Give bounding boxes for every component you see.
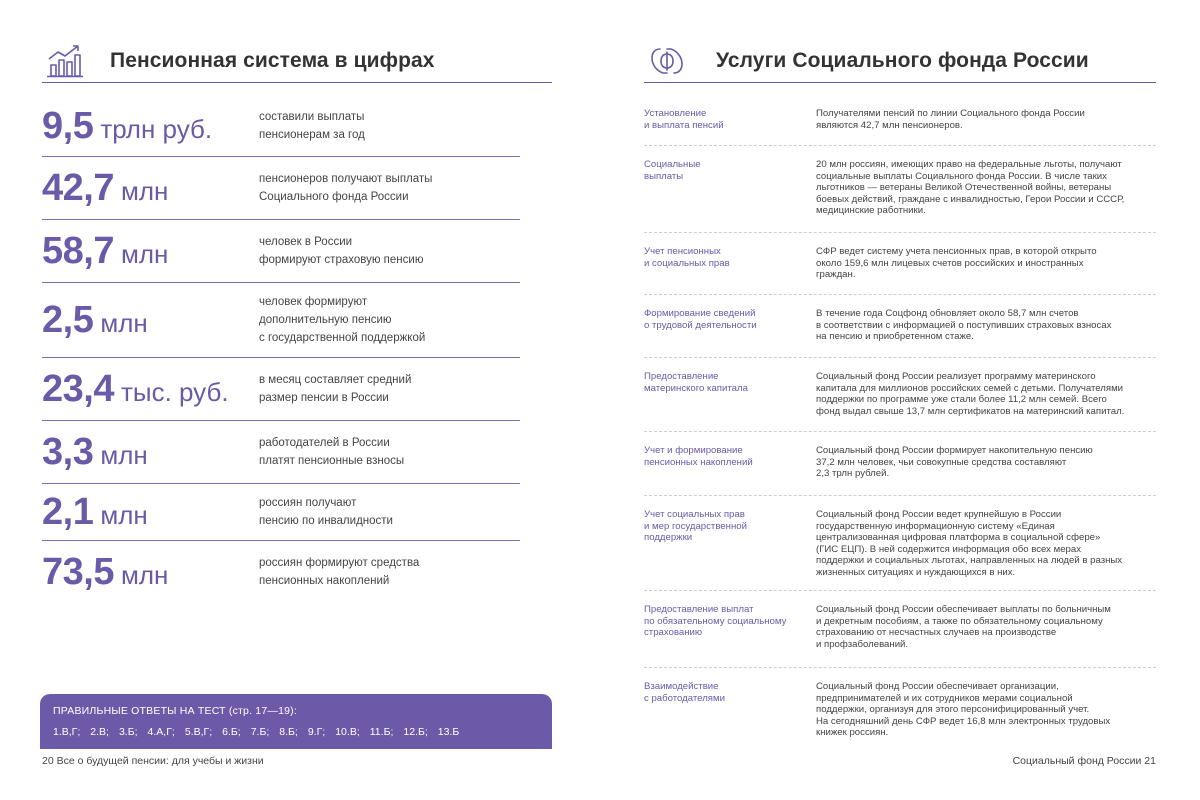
- stat-row: [42, 358, 520, 421]
- service-text: [816, 159, 1156, 217]
- stat-value: [42, 230, 259, 273]
- stat-unit: млн: [100, 439, 148, 470]
- services-title: Услуги Социального фонда России: [716, 49, 1089, 72]
- stat-unit: млн: [120, 238, 169, 269]
- answer-item: 9.Г;: [307, 726, 326, 738]
- header-divider-right: [644, 82, 1156, 83]
- right-page: [600, 0, 1200, 800]
- stat-value: [42, 431, 259, 474]
- service-text-line: являются 42,7 млн пенсионеров.: [816, 119, 963, 131]
- service-text-line: 20 млн россиян, имеющих право на федеральные льготы, получают: [816, 159, 1122, 170]
- service-item: [644, 445, 1156, 480]
- service-item: [644, 108, 1156, 131]
- service-text-line: социальные выплаты Социального фонда России. В числе таких: [816, 170, 1107, 182]
- answer-item: 4.А,Г;: [147, 726, 175, 738]
- stat-description-line: россиян формируют средства: [259, 557, 420, 569]
- service-text-line: около 159,6 млн лицевых счетов российских и иностранных: [816, 257, 1084, 269]
- left-header: [42, 38, 552, 84]
- service-text-line: государственную информационную систему «Единая: [816, 520, 1055, 532]
- service-text-line: Получателями пенсий по линии Социального фонда России: [816, 108, 1085, 119]
- stat-value: [42, 368, 259, 411]
- stat-description-line: с государственной поддержкой: [259, 332, 426, 344]
- service-text-line: фонд выдал свыше 13,7 млн сертификатов на материнский капитал.: [816, 405, 1125, 417]
- service-text: [816, 445, 1156, 480]
- service-name-line: пенсионных накоплений: [644, 456, 753, 468]
- service-name-line: материнского капитала: [644, 382, 748, 394]
- service-text-line: Социальный фонд России реализует программу материнского: [816, 371, 1096, 382]
- stat-number: 2,5: [42, 298, 94, 341]
- stat-description: [259, 554, 514, 590]
- stat-value: [42, 167, 259, 210]
- service-item: [644, 509, 1156, 579]
- service-text-line: страхованию от несчастных случаев на производстве: [816, 627, 1057, 639]
- page-title: Пенсионная система в цифрах: [110, 49, 435, 72]
- stat-description: [259, 494, 514, 530]
- stat-description-line: пенсионеров получают выплаты: [259, 173, 433, 185]
- answers-box: [40, 694, 552, 749]
- service-name: [644, 159, 816, 217]
- stat-description-line: пенсионерам за год: [259, 129, 365, 141]
- service-name-line: Предоставление выплат: [644, 604, 754, 615]
- stat-value: [42, 551, 259, 594]
- service-divider: [644, 294, 1156, 295]
- service-name-line: Учет социальных прав: [644, 509, 745, 520]
- stat-description-line: в месяц составляет средний: [259, 374, 412, 386]
- stat-unit: тыс. руб.: [120, 376, 229, 407]
- service-divider: [644, 667, 1156, 668]
- service-text-line: СФР ведет систему учета пенсионных прав, в которой открыто: [816, 246, 1097, 257]
- stat-description: [259, 434, 514, 470]
- answer-item: 8.Б;: [279, 726, 298, 738]
- stat-description: [259, 108, 514, 144]
- stat-number: 73,5: [42, 550, 114, 593]
- service-text-line: и декретным пособиям, а также по обязательному социальному: [816, 615, 1103, 627]
- answers-row: [53, 726, 539, 738]
- service-name-line: выплаты: [644, 170, 684, 182]
- service-name-line: Установление: [644, 108, 707, 119]
- answer-item: 2.В;: [90, 726, 109, 738]
- stat-value: [42, 491, 259, 534]
- stat-value: [42, 105, 259, 148]
- stat-value: [42, 299, 259, 342]
- service-item: [644, 604, 1156, 650]
- service-name-line: поддержки: [644, 532, 693, 544]
- stat-number: 9,5: [42, 104, 94, 147]
- service-text-line: на пенсию и приобретенном стаже.: [816, 331, 974, 343]
- stat-row: [42, 484, 520, 541]
- bar-chart-icon: [42, 41, 88, 81]
- service-name-line: с работодателями: [644, 692, 725, 704]
- service-text: [816, 108, 1156, 131]
- service-text-line: книжек россиян.: [816, 727, 889, 739]
- service-text-line: 37,2 млн человек, чьи совокупные средства составляют: [816, 456, 1067, 468]
- service-text-line: Социальный фонд России обеспечивает организации,: [816, 681, 1059, 692]
- stat-unit: млн: [120, 175, 169, 206]
- stat-description-line: пенсионных накоплений: [259, 575, 390, 587]
- service-text-line: поддержки, организуя для этого персонифицированный учет.: [816, 704, 1090, 716]
- answer-item: 7.Б;: [250, 726, 270, 738]
- service-name-line: о трудовой деятельности: [644, 319, 757, 331]
- service-name-line: Взаимодействие: [644, 681, 719, 692]
- service-name-line: Формирование сведений: [644, 308, 756, 319]
- service-text-line: централизованная цифровая платформа в социальной сфере»: [816, 532, 1101, 544]
- sfr-logo-icon: [644, 41, 690, 81]
- stat-description-line: дополнительную пенсию: [259, 314, 392, 326]
- service-text-line: 2,3 трлн рублей.: [816, 468, 890, 480]
- service-name-line: страхованию: [644, 627, 703, 639]
- service-text-line: Социальный фонд России формирует накопительную пенсию: [816, 445, 1093, 456]
- stat-description-line: человек формируют: [259, 296, 368, 308]
- service-text-line: Социальный фонд России обеспечивает выплаты по больничным: [816, 604, 1111, 615]
- stat-description: [259, 233, 514, 269]
- service-name-line: Предоставление: [644, 371, 719, 382]
- answer-item: 12.Б;: [403, 726, 428, 738]
- service-text: [816, 509, 1156, 579]
- service-divider: [644, 232, 1156, 233]
- header-divider: [42, 82, 552, 83]
- service-divider: [644, 357, 1156, 358]
- stat-row: [42, 157, 520, 220]
- answer-item: 13.Б: [437, 726, 460, 738]
- stat-description-line: пенсию по инвалидности: [259, 515, 393, 527]
- service-item: [644, 246, 1156, 281]
- service-name-line: Учет пенсионных: [644, 246, 721, 257]
- stat-description-line: россиян получают: [259, 497, 357, 509]
- stat-description: [259, 293, 514, 347]
- service-divider: [644, 431, 1156, 432]
- service-name-line: по обязательному социальному: [644, 615, 787, 627]
- stat-description-line: работодателей в России: [259, 437, 390, 449]
- service-text: [816, 371, 1156, 417]
- service-text-line: Социальный фонд России ведет крупнейшую в России: [816, 509, 1062, 520]
- stat-description-line: размер пенсии в России: [259, 392, 389, 404]
- service-name: [644, 445, 816, 480]
- service-name-line: и мер государственной: [644, 520, 747, 532]
- stat-description-line: человек в России: [259, 236, 353, 248]
- service-text-line: жизненных ситуациях и нуждающихся в них.: [816, 566, 1016, 578]
- service-item: [644, 308, 1156, 343]
- stat-unit: трлн руб.: [100, 113, 213, 144]
- answer-item: 10.В;: [335, 726, 360, 738]
- service-name: [644, 509, 816, 579]
- service-name-line: и социальных прав: [644, 257, 730, 269]
- service-item: [644, 159, 1156, 217]
- stat-description: [259, 170, 514, 206]
- answers-title: ПРАВИЛЬНЫЕ ОТВЕТЫ НА ТЕСТ (стр. 17—19):: [53, 705, 297, 717]
- service-text-line: капитала для миллионов российских семей с детьми. Получателями: [816, 382, 1124, 394]
- stat-unit: млн: [120, 559, 169, 590]
- stat-number: 2,1: [42, 490, 94, 533]
- stat-row: [42, 220, 520, 283]
- stat-number: 3,3: [42, 430, 94, 473]
- service-name-line: Социальные: [644, 159, 701, 170]
- service-divider: [644, 590, 1156, 591]
- service-name: [644, 371, 816, 417]
- service-name: [644, 246, 816, 281]
- service-text-line: боевых действий, граждане с инвалидностью, Герои России и СССР,: [816, 193, 1125, 205]
- service-name: [644, 681, 816, 739]
- service-text-line: В течение года Соцфонд обновляет около 58,7 млн счетов: [816, 308, 1079, 319]
- stat-description: [259, 371, 514, 407]
- service-text-line: льготников — ветераны Великой Отечественной войны, ветераны: [816, 182, 1112, 194]
- service-text-line: поддержки и социальных льготах, направленных на людей в разных: [816, 555, 1123, 567]
- service-text: [816, 308, 1156, 343]
- answer-item: 3.Б;: [118, 726, 138, 738]
- stat-row: [42, 541, 520, 603]
- service-text-line: и профзаболеваний.: [816, 638, 909, 650]
- stat-unit: млн: [100, 307, 148, 338]
- service-text-line: поддержки по программе уже стали более 11,2 млн семей. Всего: [816, 394, 1107, 406]
- stat-row: [42, 421, 520, 484]
- service-name: [644, 604, 816, 650]
- service-text: [816, 604, 1156, 650]
- service-text: [816, 246, 1156, 281]
- answer-item: 11.Б;: [369, 726, 394, 738]
- service-name-line: Учет и формирование: [644, 445, 743, 456]
- stat-unit: млн: [100, 499, 148, 530]
- answer-item: 6.Б;: [222, 726, 241, 738]
- stats-list: [42, 96, 520, 603]
- service-text-line: (ГИС ЕЦП). В ней содержится информация обо всех мерах: [816, 543, 1082, 555]
- stat-number: 58,7: [42, 229, 114, 272]
- stat-description-line: составили выплаты: [259, 111, 365, 123]
- answer-item: 1.В,Г;: [53, 726, 81, 738]
- service-divider: [644, 495, 1156, 496]
- service-name: [644, 108, 816, 131]
- stat-row: [42, 96, 520, 157]
- answer-item: 5.В,Г;: [184, 726, 213, 738]
- stat-description-line: Социального фонда России: [259, 191, 409, 203]
- service-text: [816, 681, 1156, 739]
- stat-description-line: формируют страховую пенсию: [259, 254, 424, 266]
- service-name-line: и выплата пенсий: [644, 119, 724, 131]
- stat-number: 23,4: [42, 367, 114, 410]
- right-header: [644, 38, 1156, 84]
- service-text-line: граждан.: [816, 269, 856, 281]
- service-item: [644, 371, 1156, 417]
- footer-right: Социальный фонд России 21: [1012, 755, 1156, 767]
- service-name: [644, 308, 816, 343]
- service-text-line: На сегодняшний день СФР ведет 16,8 млн электронных трудовых: [816, 715, 1111, 727]
- service-text-line: в соответствии с информацией о поступивших страховых взносах: [816, 319, 1112, 331]
- stat-number: 42,7: [42, 166, 114, 209]
- stat-description-line: платят пенсионные взносы: [259, 455, 405, 467]
- stat-row: [42, 283, 520, 358]
- footer-left: 20 Все о будущей пенсии: для учебы и жизни: [42, 755, 264, 767]
- service-item: [644, 681, 1156, 739]
- service-divider: [644, 145, 1156, 146]
- service-text-line: медицинские работники.: [816, 205, 926, 217]
- service-text-line: предпринимателей и их сотрудников мерами социальной: [816, 692, 1073, 704]
